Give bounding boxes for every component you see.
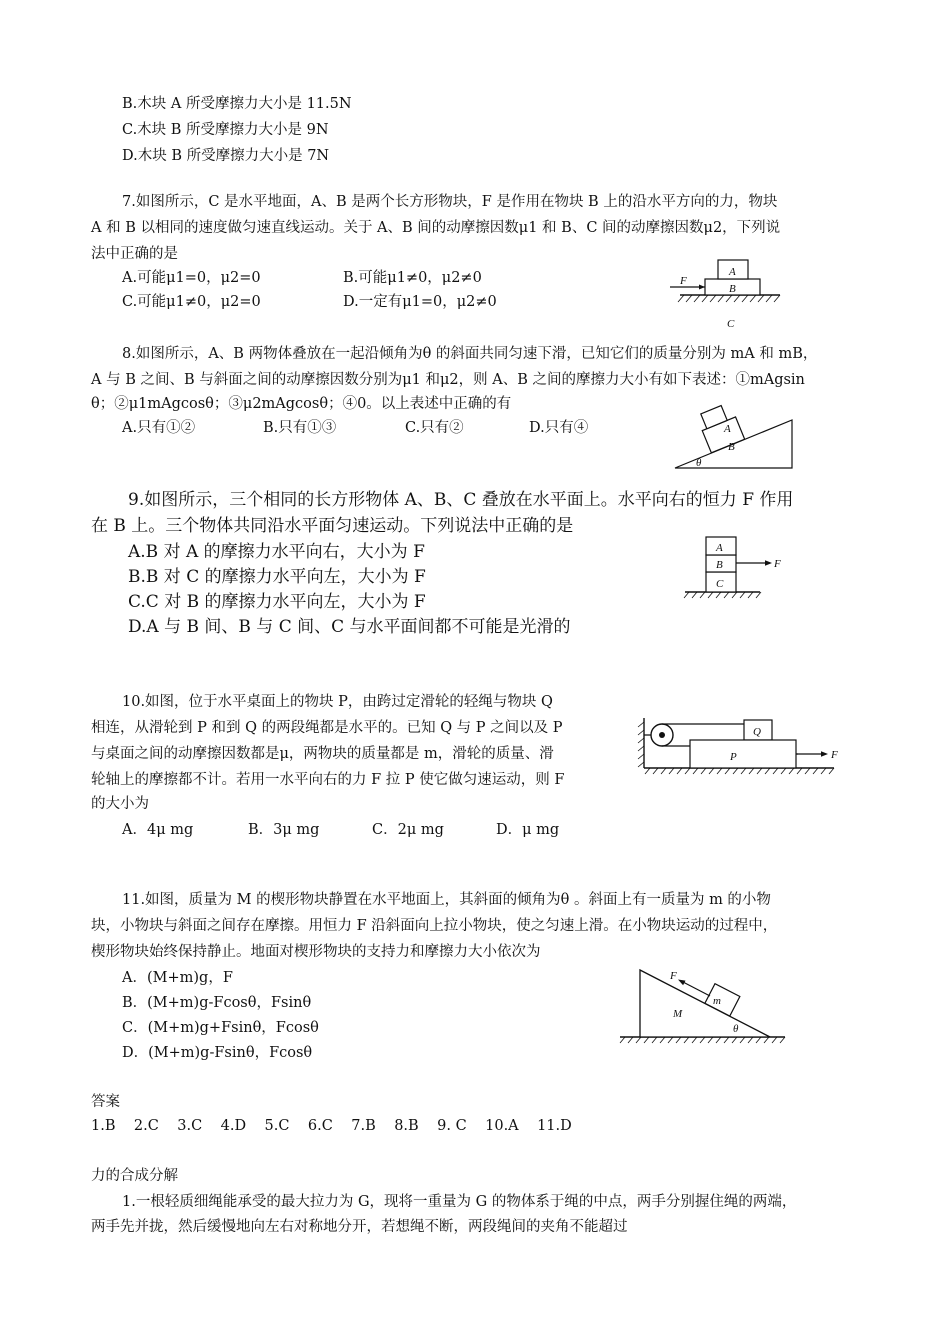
- q10-option-c: C．2μ mg: [372, 822, 444, 838]
- q8-fig-label-theta: θ: [696, 457, 702, 469]
- q9-option-c: C.C 对 B 的摩擦力水平向左，大小为 F: [128, 592, 426, 612]
- q8-option-c: C.只有②: [405, 420, 464, 436]
- q10-fig-label-f: F: [831, 749, 838, 761]
- q10-stem-line5: 的大小为: [91, 796, 149, 812]
- q9-option-a: A.B 对 A 的摩擦力水平向右，大小为 F: [128, 542, 425, 562]
- q10-stem-line3: 与桌面之间的动摩擦因数都是μ，两物块的质量都是 m，滑轮的质量、滑: [91, 746, 554, 762]
- q8-figure: [670, 400, 800, 475]
- q10-stem-line1: 10.如图，位于水平桌面上的物块 P，由跨过定滑轮的轻绳与物块 Q: [122, 694, 553, 710]
- q10-option-b: B．3μ mg: [248, 822, 320, 838]
- q7-fig-label-c: C: [727, 318, 735, 330]
- q7-option-b: B.可能μ1≠0，μ2≠0: [343, 270, 482, 286]
- q8-stem-line1: 8.如图所示，A、B 两物体叠放在一起沿倾角为θ 的斜面共同匀速下滑，已知它们的质量分别为 mA 和 mB，: [122, 346, 818, 362]
- q7-fig-label-f: F: [680, 275, 687, 287]
- q9-stem-line1: 9.如图所示，三个相同的长方形物体 A、B、C 叠放在水平面上。水平向右的恒力 F 作用: [128, 490, 794, 510]
- q10-stem-line2: 相连，从滑轮到 P 和到 Q 的两段绳都是水平的。已知 Q 与 P 之间以及 P: [91, 720, 563, 736]
- q11-stem-line3: 楔形物块始终保持静止。地面对楔形物块的支持力和摩擦力大小依次为: [91, 944, 541, 960]
- q7-fig-label-a: A: [729, 266, 736, 278]
- q7-fig-label-b: B: [729, 283, 736, 295]
- q11-stem-line1: 11.如图，质量为 M 的楔形物块静置在水平地面上，其斜面的倾角为θ 。斜面上有一质量为 m 的小物: [122, 892, 771, 908]
- q11-fig-label-f: F: [670, 970, 677, 982]
- q8-stem-line2: A 与 B 之间、B 与斜面之间的动摩擦因数分别为μ1 和μ2，则 A、B 之间的摩擦力大小有如下表述：①mAgsin: [91, 372, 805, 388]
- q11-option-b: B．(M+m)g-Fcosθ，Fsinθ: [122, 995, 312, 1011]
- q10-option-a: A．4μ mg: [122, 822, 194, 838]
- q7-stem-line1: 7.如图所示，C 是水平地面，A、B 是两个长方形物块，F 是作用在物块 B 上的沿水平方向的力，物块: [122, 194, 778, 210]
- q11-option-c: C．(M+m)g+Fsinθ，Fcosθ: [122, 1020, 319, 1036]
- q9-fig-label-b: B: [716, 559, 723, 571]
- q10-option-d: D．μ mg: [496, 822, 560, 838]
- q10-fig-label-q: Q: [753, 726, 761, 738]
- q7-option-a: A.可能μ1=0，μ2=0: [122, 270, 261, 286]
- q7-stem-line3: 法中正确的是: [91, 246, 178, 262]
- q6-option-c: C.木块 B 所受摩擦力大小是 9N: [122, 122, 329, 138]
- section-q1-line1: 1.一根轻质细绳能承受的最大拉力为 G，现将一重量为 G 的物体系于绳的中点，两手分别握住绳的两端，: [122, 1194, 797, 1210]
- answers-list: 1.B 2.C 3.C 4.D 5.C 6.C 7.B 8.B 9. C 10.A 11.D: [91, 1118, 572, 1134]
- q7-figure: [660, 255, 800, 335]
- q9-fig-label-f: F: [774, 558, 781, 570]
- q11-option-a: A．(M+m)g，F: [122, 970, 233, 986]
- q8-fig-label-b: B: [728, 441, 735, 453]
- q9-fig-label-a: A: [716, 542, 723, 554]
- q6-option-d: D.木块 B 所受摩擦力大小是 7N: [122, 148, 330, 164]
- q9-stem-line2: 在 B 上。三个物体共同沿水平面匀速运动。下列说法中正确的是: [91, 516, 574, 536]
- q7-stem-line2: A 和 B 以相同的速度做匀速直线运动。关于 A、B 间的动摩擦因数μ1 和 B、C 间的动摩擦因数μ2，下列说: [91, 220, 781, 236]
- q9-option-b: B.B 对 C 的摩擦力水平向左，大小为 F: [128, 567, 426, 587]
- q9-fig-label-c: C: [716, 578, 724, 590]
- q11-fig-label-theta: θ: [733, 1023, 739, 1035]
- q8-stem-line3: θ；②μ1mAgcosθ；③μ2mAgcosθ；④0。以上表述中正确的有: [91, 396, 512, 412]
- q10-fig-label-p: P: [730, 751, 737, 763]
- q9-figure: [680, 530, 800, 605]
- q10-figure: [636, 710, 841, 780]
- q11-stem-line2: 块，小物块与斜面之间存在摩擦。用恒力 F 沿斜面向上拉小物块，使之匀速上滑。在小物块运动的过程中，: [91, 918, 778, 934]
- q11-figure: [615, 962, 790, 1052]
- q7-option-c: C.可能μ1≠0，μ2=0: [122, 294, 261, 310]
- section-title: 力的合成分解: [91, 1168, 178, 1184]
- answers-title: 答案: [91, 1094, 120, 1110]
- q6-option-b: B.木块 A 所受摩擦力大小是 11.5N: [122, 96, 352, 112]
- q8-fig-label-a: A: [724, 423, 731, 435]
- q11-fig-label-m-big: M: [673, 1008, 683, 1020]
- q11-fig-label-m-small: m: [713, 995, 721, 1007]
- section-q1-line2: 两手先并拢，然后缓慢地向左右对称地分开，若想绳不断，两段绳间的夹角不能超过: [91, 1219, 628, 1235]
- q11-option-d: D．(M+m)g-Fsinθ，Fcosθ: [122, 1045, 313, 1061]
- q7-option-d: D.一定有μ1=0，μ2≠0: [343, 294, 497, 310]
- q10-stem-line4: 轮轴上的摩擦都不计。若用一水平向右的力 F 拉 P 使它做匀速运动，则 F: [91, 772, 565, 788]
- q9-option-d: D.A 与 B 间、B 与 C 间、C 与水平面间都不可能是光滑的: [128, 617, 571, 637]
- q8-option-b: B.只有①③: [263, 420, 337, 436]
- q8-option-d: D.只有④: [529, 420, 589, 436]
- q8-option-a: A.只有①②: [122, 420, 196, 436]
